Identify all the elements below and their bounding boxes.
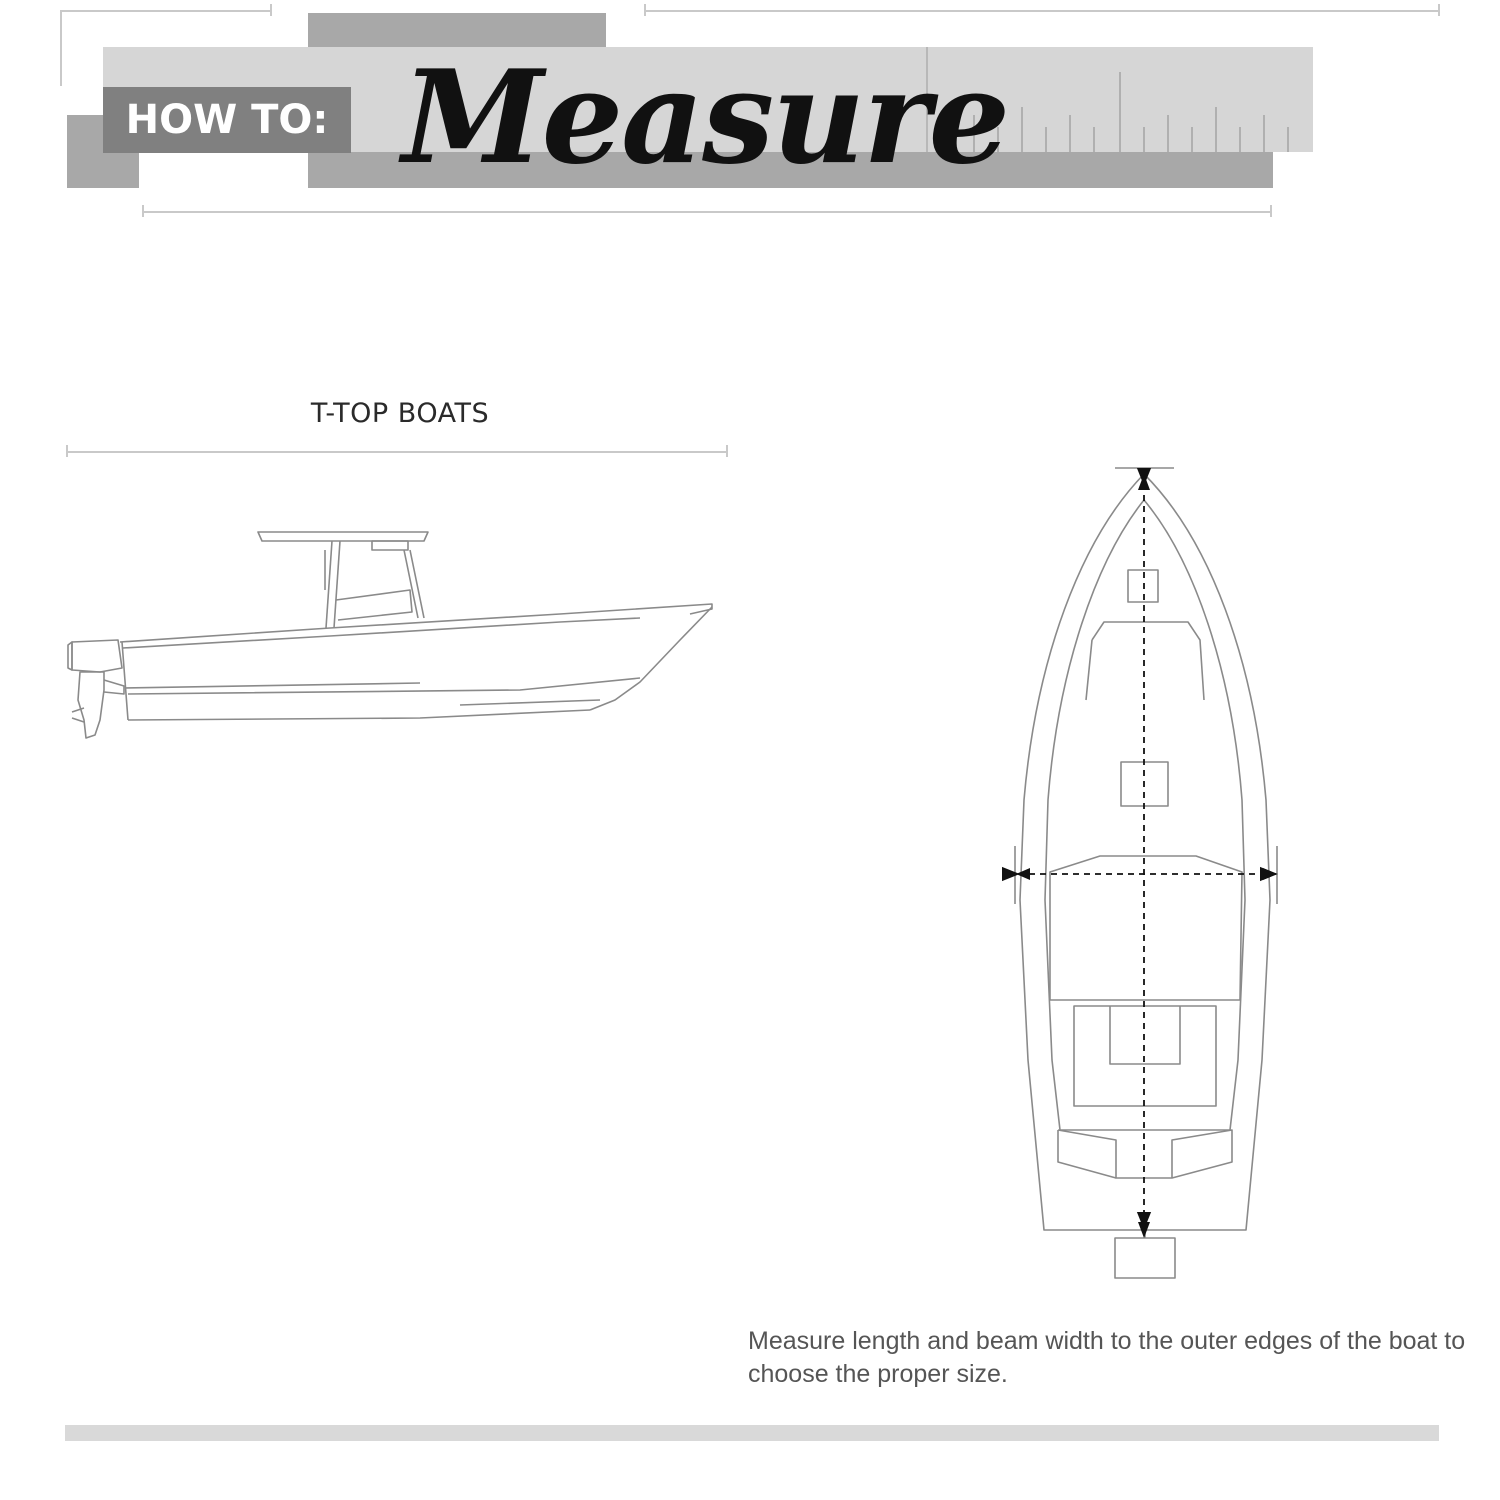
footer-bar <box>65 1425 1439 1441</box>
measure-caption: Measure length and beam width to the outer edges of the boat to choose the proper size. <box>748 1327 1466 1388</box>
how-to-label: HOW TO: <box>103 87 351 153</box>
section-heading: T-TOP BOATS <box>310 398 490 429</box>
page-title: Measure <box>402 43 1009 193</box>
